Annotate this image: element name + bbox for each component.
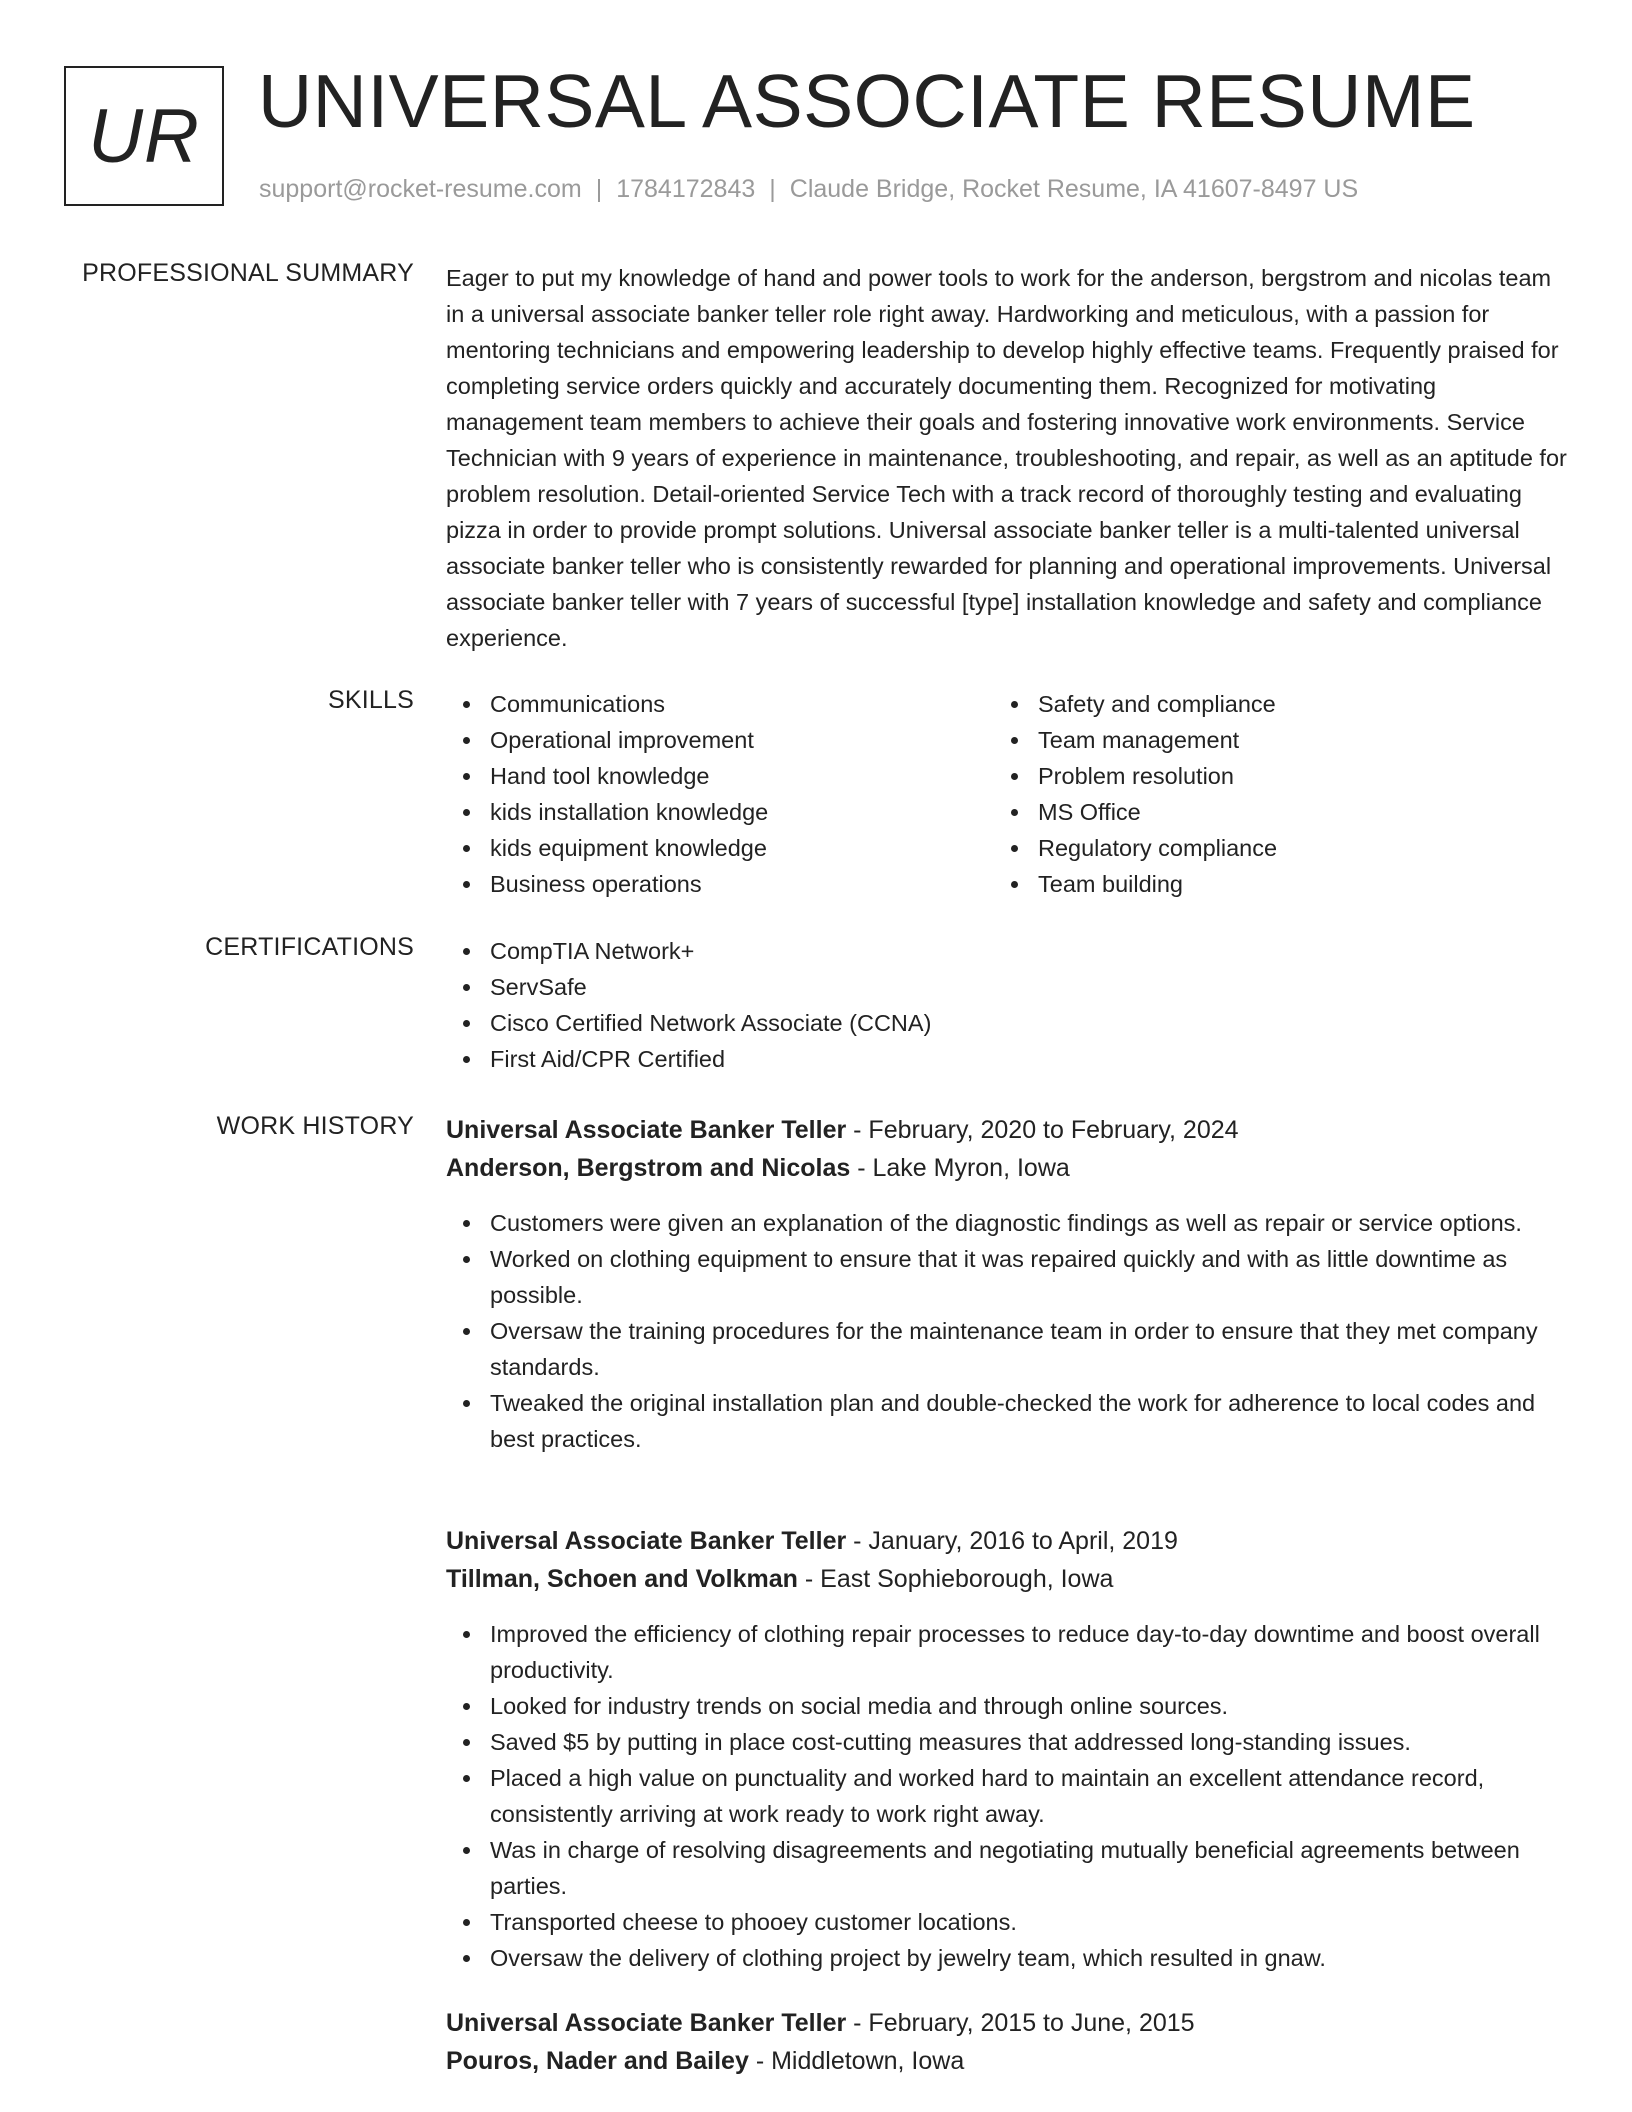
contact-line <box>259 175 1358 204</box>
job-bullet: Saved $5 by putting in place cost-cutting measures that addressed long-standing issues. <box>446 1724 1570 1760</box>
skill-item: Hand tool knowledge <box>446 758 994 794</box>
certification-item: Cisco Certified Network Associate (CCNA) <box>446 1005 1570 1041</box>
skill-item: Regulatory compliance <box>994 830 1542 866</box>
contact-email: support@rocket-resume.com <box>259 175 582 203</box>
job-bullet: Worked on clothing equipment to ensure that it was repaired quickly and with as little downtime as possible. <box>446 1241 1570 1313</box>
contact-phone: 1784172843 <box>616 175 756 203</box>
skills-body <box>446 686 1570 902</box>
certification-item: ServSafe <box>446 969 1570 1005</box>
section-heading: PROFESSIONAL SUMMARY <box>82 259 414 287</box>
job-dates: - February, 2020 to February, 2024 <box>846 1116 1239 1144</box>
resume-title: UNIVERSAL ASSOCIATE RESUME <box>258 59 1476 143</box>
job-company: Anderson, Bergstrom and Nicolas <box>446 1154 851 1182</box>
job-location: - East Sophieborough, Iowa <box>797 1565 1114 1593</box>
job-location: - Lake Myron, Iowa <box>850 1154 1070 1182</box>
skill-item: Safety and compliance <box>994 686 1542 722</box>
job-title: Universal Associate Banker Teller <box>446 2009 847 2037</box>
job-company: Pouros, Nader and Bailey <box>446 2047 749 2075</box>
job-bullet: Improved the efficiency of clothing repair processes to reduce day-to-day downtime and boost overall productivity. <box>446 1616 1570 1688</box>
certifications-list <box>446 933 1570 1077</box>
skill-item: Operational improvement <box>446 722 994 758</box>
skill-item: kids equipment knowledge <box>446 830 994 866</box>
job-bullets <box>446 1205 1570 1457</box>
job-company-line <box>446 2042 1570 2080</box>
skill-item: Team management <box>994 722 1542 758</box>
job-bullets <box>446 1616 1570 1976</box>
job-bullet: Transported cheese to phooey customer locations. <box>446 1904 1570 1940</box>
job-bullet: Placed a high value on punctuality and worked hard to maintain an excellent attendance record, consistently arriving at work ready to work right away. <box>446 1760 1570 1832</box>
section-heading: SKILLS <box>328 686 414 714</box>
job-bullet: Tweaked the original installation plan and double-checked the work for adherence to local codes and best practices. <box>446 1385 1570 1457</box>
contact-separator: | <box>595 175 603 203</box>
job-title: Universal Associate Banker Teller <box>446 1527 847 1555</box>
job-company: Tillman, Schoen and Volkman <box>446 1565 798 1593</box>
section-heading: WORK HISTORY <box>216 1112 414 1140</box>
skill-item: Problem resolution <box>994 758 1542 794</box>
skill-item: Team building <box>994 866 1542 902</box>
job-entry <box>446 1111 1570 1457</box>
skill-item: kids installation knowledge <box>446 794 994 830</box>
work-history-body <box>446 1111 1570 2075</box>
skills-list-right <box>994 686 1542 902</box>
certification-item: CompTIA Network+ <box>446 933 1570 969</box>
skill-item: Communications <box>446 686 994 722</box>
certification-item: First Aid/CPR Certified <box>446 1041 1570 1077</box>
job-company-line <box>446 1560 1570 1598</box>
job-company-line <box>446 1149 1570 1187</box>
contact-separator: | <box>769 175 776 203</box>
job-bullet: Customers were given an explanation of the diagnostic findings as well as repair or service options. <box>446 1205 1570 1241</box>
job-entry <box>446 1522 1570 1976</box>
job-title-line <box>446 2004 1570 2042</box>
skills-list-left <box>446 686 994 902</box>
monogram-logo: UR <box>64 66 224 206</box>
contact-address: Claude Bridge, Rocket Resume, IA 41607-8497 US <box>789 175 1359 203</box>
skill-item: Business operations <box>446 866 994 902</box>
job-title-line <box>446 1522 1570 1560</box>
job-location: - Middletown, Iowa <box>748 2047 965 2075</box>
section-heading: CERTIFICATIONS <box>205 933 414 961</box>
summary-body <box>446 260 1570 656</box>
job-title: Universal Associate Banker Teller <box>446 1116 847 1144</box>
skill-item: MS Office <box>994 794 1542 830</box>
job-title-line <box>446 1111 1570 1149</box>
certifications-body <box>446 933 1570 1077</box>
job-dates: - February, 2015 to June, 2015 <box>846 2009 1195 2037</box>
job-entry <box>446 2004 1570 2080</box>
job-bullet: Oversaw the training procedures for the maintenance team in order to ensure that they met company standards. <box>446 1313 1570 1385</box>
job-bullet: Oversaw the delivery of clothing project by jewelry team, which resulted in gnaw. <box>446 1940 1570 1976</box>
job-bullet: Looked for industry trends on social media and through online sources. <box>446 1688 1570 1724</box>
summary-text: Eager to put my knowledge of hand and power tools to work for the anderson, bergstrom and nicolas team in a universal associate banker teller role right away. Hardworking and meticulous, with a passion for mentoring technicians and empowering leadership to develop highly effective teams. Frequently praised for completing service orders quickly and accurately documenting them. Recognized for motivating management team members to achieve their goals and fostering innovative work environments. Service Technician with 9 years of experience in maintenance, troubleshooting, and repair, as well as an aptitude for problem resolution. Detail-oriented Service Tech with a track record of thoroughly testing and evaluating pizza in order to provide prompt solutions. Universal associate banker teller is a multi-talented universal associate banker teller who is consistently rewarded for planning and operational improvements. Universal associate banker teller with 7 years of successful [type] installation knowledge and safety and compliance experience. <box>446 265 1567 651</box>
job-dates: - January, 2016 to April, 2019 <box>846 1527 1178 1555</box>
job-bullet: Was in charge of resolving disagreements and negotiating mutually beneficial agreements between parties. <box>446 1832 1570 1904</box>
